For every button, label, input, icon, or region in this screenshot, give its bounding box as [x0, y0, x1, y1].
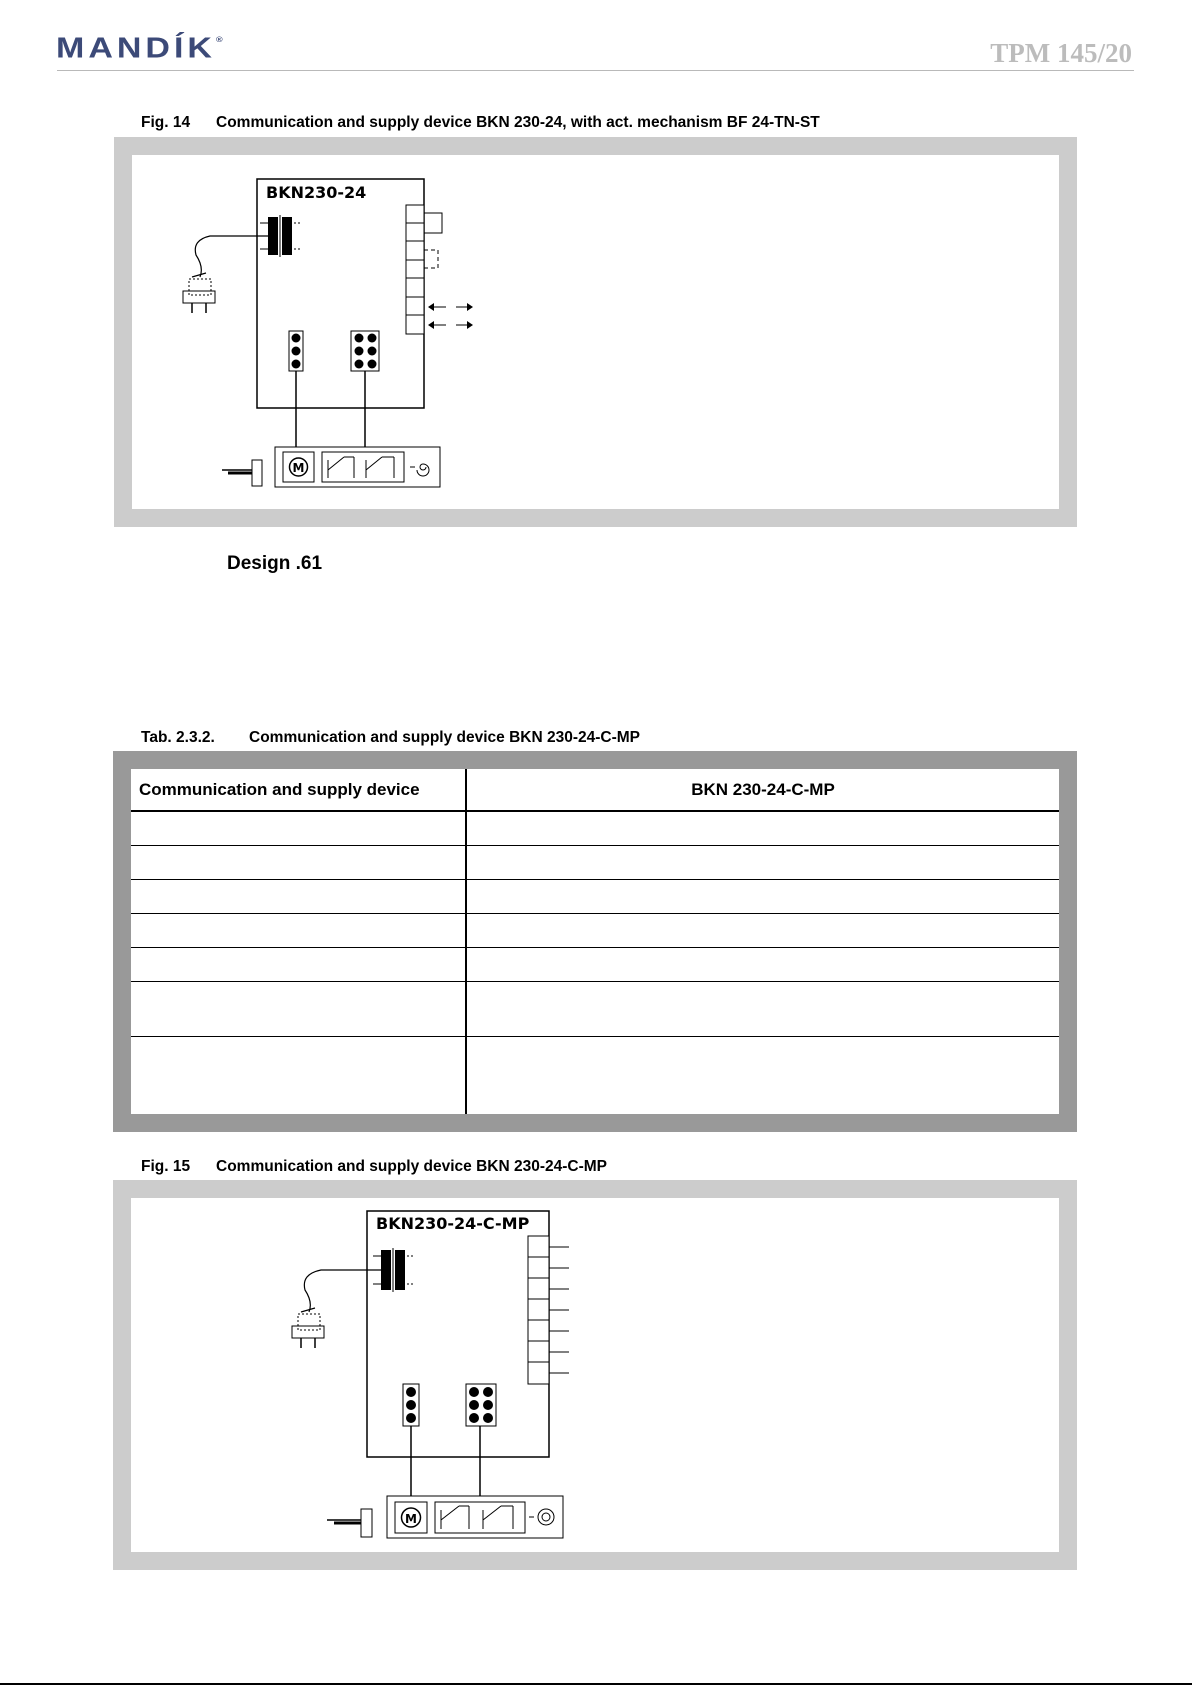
table-cell: [466, 982, 1059, 1037]
design-label: Design .61: [227, 553, 323, 574]
table-cell: [131, 1037, 466, 1115]
fig14-canvas: [132, 155, 1059, 509]
device-box: [257, 179, 424, 408]
table-cell: [131, 914, 466, 948]
header-divider: [57, 70, 1134, 71]
connector-3pin-icon: [289, 331, 303, 371]
contact-solid: [424, 213, 442, 233]
table-row: [131, 880, 1059, 914]
communication-arrows-icon: [428, 303, 473, 329]
table-row: [131, 846, 1059, 880]
actuator-icon: [327, 1496, 563, 1538]
fig14-number: Fig. 14: [141, 114, 191, 131]
table-row: [131, 982, 1059, 1037]
fig14-frame: [114, 137, 1077, 527]
table-cell: [131, 982, 466, 1037]
actuator-icon: [222, 447, 440, 487]
contact-dashed: [424, 250, 438, 268]
table-cell: [466, 846, 1059, 880]
spec-table: [131, 769, 1059, 1114]
motor-symbol: M: [405, 1512, 417, 1526]
table-cell: [466, 1037, 1059, 1115]
tab232-number: Tab. 2.3.2.: [141, 729, 215, 746]
table-row: [131, 948, 1059, 982]
table-cell: [466, 811, 1059, 846]
power-plug-icon: [292, 1308, 324, 1348]
table-header-row: [131, 769, 1059, 811]
power-cable: [304, 1270, 381, 1312]
tab232-caption: [141, 729, 640, 747]
table-cell: [131, 948, 466, 982]
table-cell: [466, 880, 1059, 914]
document-code: TPM 145/20: [990, 38, 1132, 68]
fig14-title: Communication and supply device BKN 230-24, with act. mechanism BF 24-TN-ST: [216, 114, 820, 131]
table-cell: [466, 914, 1059, 948]
fig15-diagram: [131, 1198, 1059, 1552]
table-cell: [131, 846, 466, 880]
registered-mark: ®: [215, 35, 223, 44]
logo-text: MANDÍK: [56, 32, 216, 65]
terminal-strip: [406, 205, 424, 334]
connector-6pin-icon: [351, 331, 379, 371]
column-header: BKN 230-24-C-MP: [466, 769, 1059, 811]
fig15-number: Fig. 15: [141, 1158, 191, 1175]
terminal-strip: [528, 1236, 569, 1384]
table-cell: [466, 948, 1059, 982]
company-logo: [56, 32, 223, 65]
tab232-canvas: [131, 769, 1059, 1114]
table-row: [131, 1037, 1059, 1115]
fig15-canvas: [131, 1198, 1059, 1552]
connector-3pin-icon: [403, 1384, 419, 1426]
fig15-frame: [113, 1180, 1077, 1570]
fig15-caption: [141, 1158, 607, 1176]
power-plug-icon: [183, 273, 215, 313]
fig15-title: Communication and supply device BKN 230-24-C-MP: [216, 1158, 608, 1175]
device-label: BKN230-24: [266, 183, 367, 202]
device-box: [367, 1211, 549, 1457]
tab232-title: Communication and supply device BKN 230-24-C-MP: [249, 729, 641, 746]
motor-symbol: M: [292, 461, 305, 475]
connector-6pin-icon: [466, 1384, 496, 1426]
column-header: Communication and supply device: [131, 769, 466, 811]
tab232-frame: [113, 751, 1077, 1132]
fig14-caption: [141, 114, 820, 132]
table-row: [131, 811, 1059, 846]
table-cell: [131, 811, 466, 846]
device-label: BKN230-24-C-MP: [376, 1214, 530, 1233]
table-cell: [131, 880, 466, 914]
table-row: [131, 914, 1059, 948]
fig14-diagram: [132, 155, 1059, 509]
